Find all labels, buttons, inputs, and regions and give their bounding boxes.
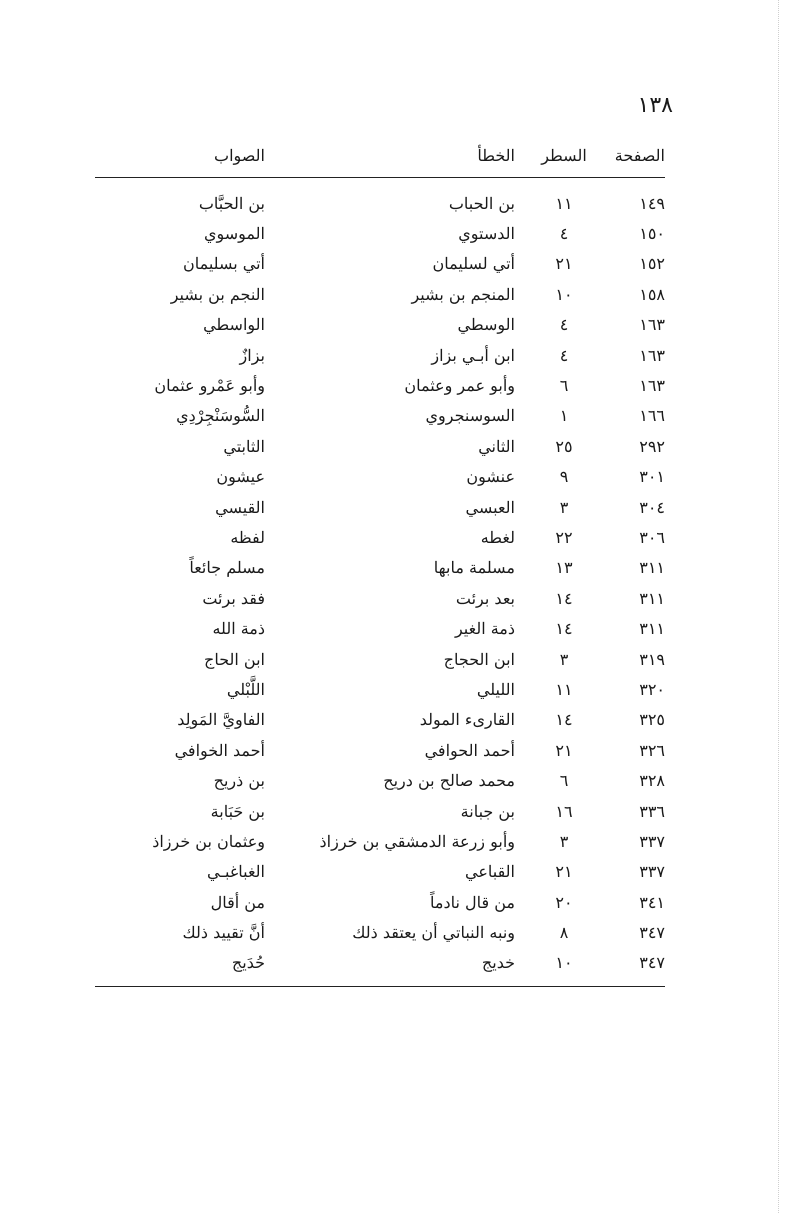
cell-page: ٣٣٧ [639, 831, 665, 851]
cell-page: ٢٩٢ [639, 436, 665, 456]
cell-page: ١٥٢ [639, 254, 665, 274]
table-row [95, 857, 665, 887]
header-line: السطر [541, 145, 587, 165]
cell-line: ٢٢ [555, 527, 573, 547]
cell-wrong: عنشون [466, 467, 515, 487]
table-row [95, 735, 665, 765]
cell-line: ١١ [555, 679, 573, 699]
cell-page: ١٥٨ [639, 284, 665, 304]
cell-page: ٣١٩ [639, 649, 665, 669]
table-row [95, 948, 665, 978]
table-row [95, 431, 665, 461]
header-wrong: الخطأ [477, 145, 515, 165]
cell-page: ١٥٠ [639, 224, 665, 244]
table-row [95, 188, 665, 218]
cell-line: ٢١ [555, 740, 573, 760]
cell-line: ٣ [559, 497, 569, 517]
table-row [95, 613, 665, 643]
table-row [95, 370, 665, 400]
cell-wrong: ونبه النباتي أن يعتقد ذلك [352, 923, 515, 943]
cell-wrong: الثاني [478, 436, 515, 456]
cell-correct: بن ذريح [213, 771, 265, 791]
cell-line: ٩ [559, 467, 569, 487]
cell-page: ١٤٩ [639, 193, 665, 213]
table-row [95, 765, 665, 795]
cell-page: ٣١١ [639, 558, 665, 578]
cell-wrong: وأبو زرعة الدمشقي بن خرزاذ [319, 831, 515, 851]
cell-line: ٢١ [555, 862, 573, 882]
cell-page: ٣٠٤ [639, 497, 665, 517]
cell-page: ٣٢٨ [639, 771, 665, 791]
cell-page: ٣١١ [639, 619, 665, 639]
cell-line: ١١ [555, 193, 573, 213]
header-rule [95, 177, 665, 178]
cell-correct: اللَّبْلي [226, 679, 265, 699]
cell-correct: بن الحبَّاب [198, 193, 265, 213]
cell-line: ١٠ [555, 953, 573, 973]
cell-wrong: العبسي [465, 497, 515, 517]
cell-line: ٤ [559, 224, 569, 244]
cell-correct: من أقال [210, 892, 265, 912]
cell-correct: ذمة الله [212, 619, 265, 639]
table-header-row [95, 142, 665, 168]
table-row [95, 522, 665, 552]
table-row [95, 218, 665, 248]
cell-correct: الفاويَّ المَولِد [177, 710, 265, 730]
table-row [95, 553, 665, 583]
cell-correct: عيشون [216, 467, 265, 487]
cell-line: ٢٠ [555, 892, 573, 912]
cell-correct: الواسطي [203, 315, 265, 335]
table-row [95, 310, 665, 340]
cell-correct: ابن الحاج [203, 649, 265, 669]
cell-correct: أحمد الخوافي [174, 740, 265, 760]
table-row [95, 705, 665, 735]
cell-wrong: لغطه [480, 527, 515, 547]
cell-line: ١٤ [555, 710, 573, 730]
cell-page: ٣٤٧ [639, 953, 665, 973]
cell-correct: بزازٌ [239, 345, 265, 365]
cell-correct: لفظه [230, 527, 265, 547]
cell-wrong: المنجم بن بشير [411, 284, 515, 304]
table-row [95, 492, 665, 522]
bottom-rule [95, 986, 665, 987]
cell-correct: السُّوسَنْجِرْدِي [176, 406, 265, 426]
page-number: ١٣٨ [637, 93, 673, 118]
cell-correct: الموسوي [203, 224, 265, 244]
table-row [95, 826, 665, 856]
table-row [95, 887, 665, 917]
table-row [95, 249, 665, 279]
cell-wrong: ذمة الغير [454, 619, 515, 639]
cell-correct: حُدَيج [231, 953, 265, 973]
cell-wrong: الوسطي [457, 315, 515, 335]
cell-correct: النجم بن بشير [170, 284, 265, 304]
cell-wrong: أحمد الحوافي [424, 740, 515, 760]
table-row [95, 583, 665, 613]
cell-wrong: الدستوي [458, 224, 515, 244]
cell-line: ٢١ [555, 254, 573, 274]
cell-line: ١٦ [555, 801, 573, 821]
cell-correct: أتي بسليمان [182, 254, 265, 274]
cell-wrong: وأبو عمر وعثمان [404, 376, 515, 396]
cell-line: ١٣ [555, 558, 573, 578]
cell-wrong: السوسنجروي [425, 406, 515, 426]
errata-table [95, 142, 665, 987]
cell-line: ٦ [559, 376, 569, 396]
cell-wrong: الليلي [476, 679, 515, 699]
cell-wrong: ابن أبـي بزاز [431, 345, 515, 365]
cell-correct: وأبو عَمْرو عثمان [154, 376, 265, 396]
cell-correct: أنَّ تقييد ذلك [182, 923, 265, 943]
table-row [95, 674, 665, 704]
table-row [95, 462, 665, 492]
table-row [95, 796, 665, 826]
cell-correct: القيسي [215, 497, 265, 517]
header-page: الصفحة [614, 145, 665, 165]
cell-wrong: بعد برئت [455, 588, 515, 608]
cell-wrong: خديج [481, 953, 515, 973]
cell-page: ٣١١ [639, 588, 665, 608]
cell-page: ٣٠١ [639, 467, 665, 487]
table-row [95, 644, 665, 674]
table-row [95, 401, 665, 431]
cell-page: ٣٢٦ [639, 740, 665, 760]
table-row [95, 917, 665, 947]
cell-line: ٣ [559, 649, 569, 669]
cell-page: ١٦٦ [639, 406, 665, 426]
cell-wrong: القباعي [465, 862, 515, 882]
cell-line: ٤ [559, 345, 569, 365]
table-row [95, 340, 665, 370]
table-row [95, 279, 665, 309]
cell-correct: الغباغبـي [207, 862, 265, 882]
cell-page: ٣٢٥ [639, 710, 665, 730]
cell-line: ٢٥ [555, 436, 573, 456]
cell-correct: وعثمان بن خرزاذ [152, 831, 265, 851]
cell-line: ١٤ [555, 588, 573, 608]
cell-wrong: القارىء المولد [419, 710, 515, 730]
cell-line: ١ [559, 406, 569, 426]
cell-wrong: بن جبانة [460, 801, 515, 821]
cell-page: ١٦٣ [639, 315, 665, 335]
cell-page: ٣٤٧ [639, 923, 665, 943]
cell-page: ٣٤١ [639, 892, 665, 912]
cell-correct: مسلم جائعاً [189, 558, 265, 578]
cell-line: ٤ [559, 315, 569, 335]
cell-line: ١٠ [555, 284, 573, 304]
cell-line: ١٤ [555, 619, 573, 639]
cell-line: ٨ [559, 923, 569, 943]
header-correct: الصواب [214, 145, 265, 165]
cell-line: ٣ [559, 831, 569, 851]
cell-page: ٣٣٧ [639, 862, 665, 882]
cell-page: ٣٠٦ [639, 527, 665, 547]
cell-page: ١٦٣ [639, 376, 665, 396]
cell-correct: فقد برئت [202, 588, 265, 608]
cell-page: ١٦٣ [639, 345, 665, 365]
cell-page: ٣٢٠ [639, 679, 665, 699]
cell-wrong: ابن الحجاج [443, 649, 515, 669]
cell-correct: الثابتي [223, 436, 265, 456]
page-edge-dotted-line [778, 0, 779, 1213]
cell-wrong: أتي لسليمان [432, 254, 515, 274]
cell-wrong: محمد صالح بن دريح [383, 771, 515, 791]
cell-wrong: مسلمة مابها [433, 558, 515, 578]
table-body [95, 188, 665, 978]
cell-page: ٣٣٦ [639, 801, 665, 821]
cell-line: ٦ [559, 771, 569, 791]
cell-correct: بن حَبَابة [210, 801, 265, 821]
cell-wrong: من قال نادماً [430, 892, 515, 912]
cell-wrong: بن الحباب [448, 193, 515, 213]
